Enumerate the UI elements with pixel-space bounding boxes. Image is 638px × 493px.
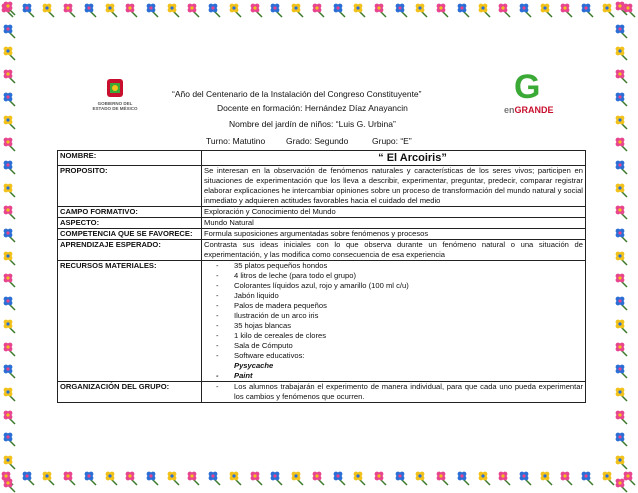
row-campo-formativo — [58, 207, 586, 218]
flower-icon — [414, 470, 430, 486]
list-item: - Los alumnos trabajarán el experimento de manera individual, para que cada uno pueda experimentar los cambios y fenómenos que ocurren. — [216, 382, 583, 402]
flower-icon — [41, 470, 57, 486]
organizacion-list — [204, 382, 583, 402]
decorative-border-right — [614, 0, 636, 493]
flower-icon — [497, 470, 513, 486]
flower-icon — [539, 470, 555, 486]
flower-icon — [456, 470, 472, 486]
flower-icon — [477, 2, 493, 18]
flower-icon — [456, 2, 472, 18]
flower-icon — [580, 2, 596, 18]
flower-icon — [614, 68, 630, 84]
list-item: - Jabón liquido — [216, 291, 583, 301]
flower-icon — [614, 363, 630, 379]
label-aspecto: ASPECTO: — [58, 218, 202, 229]
flower-icon — [614, 431, 630, 447]
flower-icon — [614, 409, 630, 425]
flower-icon — [518, 470, 534, 486]
list-item: - 35 platos pequeños hondos — [216, 261, 583, 271]
flower-icon — [207, 470, 223, 486]
flower-icon — [228, 2, 244, 18]
software-list — [204, 371, 583, 381]
flower-icon — [186, 2, 202, 18]
logo-left-text1: GOBIERNO DEL — [97, 101, 133, 106]
flower-icon — [2, 318, 18, 334]
flower-icon — [614, 204, 630, 220]
flower-icon — [435, 2, 451, 18]
value-recursos — [202, 261, 586, 382]
flower-icon — [2, 295, 18, 311]
header-grupo: Grupo: “E” — [372, 136, 412, 146]
flower-icon — [2, 204, 18, 220]
label-organizacion: ORGANIZACIÓN DEL GRUPO: — [58, 382, 202, 403]
list-item: - 4 litros de leche (para todo el grupo) — [216, 271, 583, 281]
flower-icon — [614, 318, 630, 334]
flower-icon — [414, 2, 430, 18]
flower-icon — [614, 386, 630, 402]
flower-icon — [124, 2, 140, 18]
flower-icon — [614, 114, 630, 130]
list-item: - Ilustración de un arco iris — [216, 311, 583, 321]
flower-icon — [166, 2, 182, 18]
flower-icon — [352, 470, 368, 486]
flower-icon — [352, 2, 368, 18]
flower-icon — [249, 2, 265, 18]
value-proposito: Se interesan en la observación de fenómenos naturales y características de los seres vivos; participen en situaciones de experimentación que los lleva a describir, experimentar, preguntar, predecir, comparar registrar elaborar explicaciones he intercambiar opiniones sobre un proceso de transformación del mundo natural y social inmediato y adquieren actitudes favorables hacia el cuidado del medio — [202, 166, 586, 207]
flower-icon — [2, 272, 18, 288]
flower-icon — [614, 272, 630, 288]
flower-icon — [2, 454, 18, 470]
flower-icon — [311, 2, 327, 18]
row-competencia — [58, 229, 586, 240]
label-campo-formativo: CAMPO FORMATIVO: — [58, 207, 202, 218]
flower-icon — [166, 470, 182, 486]
logo-grande-text: GRANDE — [514, 105, 554, 115]
flower-icon — [518, 2, 534, 18]
gobierno-estado-mexico-logo — [80, 76, 150, 116]
flower-icon — [290, 2, 306, 18]
flower-icon — [2, 0, 18, 16]
recursos-list — [204, 261, 583, 361]
flower-icon — [104, 2, 120, 18]
flower-icon — [394, 2, 410, 18]
flower-icon — [559, 2, 575, 18]
flower-icon — [580, 470, 596, 486]
lesson-plan-table — [57, 150, 586, 403]
flower-icon — [435, 470, 451, 486]
flower-icon — [2, 159, 18, 175]
flower-icon — [2, 250, 18, 266]
header-turno: Turno: Matutino — [206, 136, 266, 146]
list-item: - Palos de madera pequeños — [216, 301, 583, 311]
flower-icon — [614, 250, 630, 266]
flower-icon — [249, 470, 265, 486]
flower-icon — [2, 68, 18, 84]
flower-icon — [2, 182, 18, 198]
decorative-border-left — [2, 0, 24, 493]
flower-icon — [269, 470, 285, 486]
decorative-border-top — [0, 2, 638, 22]
flower-icon — [207, 2, 223, 18]
software-pysycache: Pysycache — [234, 361, 274, 370]
flower-icon — [104, 470, 120, 486]
flower-icon — [539, 2, 555, 18]
label-nombre: NOMBRE: — [58, 151, 202, 166]
flower-icon — [2, 23, 18, 39]
engrande-logo — [500, 68, 560, 119]
value-campo-formativo: Exploración y Conocimiento del Mundo — [202, 207, 586, 218]
logo-g-letter: G — [514, 68, 541, 106]
flower-icon — [83, 470, 99, 486]
header-year-motto: “Año del Centenario de la Instalación del Congreso Constituyente” — [172, 89, 422, 99]
flower-icon — [614, 136, 630, 152]
row-organizacion — [58, 382, 586, 403]
flower-icon — [186, 470, 202, 486]
flower-icon — [614, 227, 630, 243]
flower-icon — [269, 2, 285, 18]
flower-icon — [2, 45, 18, 61]
list-item: - Software educativos: — [216, 351, 583, 361]
flower-icon — [2, 431, 18, 447]
flower-icon — [559, 470, 575, 486]
flower-icon — [41, 2, 57, 18]
flower-icon — [2, 363, 18, 379]
flower-icon — [2, 227, 18, 243]
label-recursos: RECURSOS MATERIALES: — [58, 261, 202, 382]
flower-icon — [614, 159, 630, 175]
row-proposito — [58, 166, 586, 207]
flower-icon — [332, 470, 348, 486]
flower-icon — [2, 386, 18, 402]
flower-icon — [373, 470, 389, 486]
row-recursos — [58, 261, 586, 382]
flower-icon — [373, 2, 389, 18]
flower-icon — [2, 477, 18, 493]
flower-icon — [614, 182, 630, 198]
flower-icon — [2, 114, 18, 130]
flower-icon — [614, 91, 630, 107]
label-competencia: COMPETENCIA QUE SE FAVORECE: — [58, 229, 202, 240]
label-proposito: PROPOSITO: — [58, 166, 202, 207]
flower-icon — [62, 470, 78, 486]
flower-icon — [2, 409, 18, 425]
logo-en-text: en — [504, 105, 515, 115]
value-competencia: Formula suposiciones argumentadas sobre fenómenos y procesos — [202, 229, 586, 240]
row-aspecto — [58, 218, 586, 229]
header-jardin: Nombre del jardín de niños: “Luis G. Urbina” — [229, 119, 396, 129]
flower-icon — [83, 2, 99, 18]
flower-icon — [614, 454, 630, 470]
software-paint: - Paint — [216, 371, 583, 381]
header-grado: Grado: Segundo — [286, 136, 349, 146]
flower-icon — [614, 45, 630, 61]
flower-icon — [124, 470, 140, 486]
flower-icon — [614, 23, 630, 39]
row-nombre — [58, 151, 586, 166]
flower-icon — [228, 470, 244, 486]
flower-icon — [145, 470, 161, 486]
header-docente: Docente en formación: Hernández Díaz Anayancin — [217, 103, 408, 113]
flower-icon — [2, 91, 18, 107]
flower-icon — [311, 470, 327, 486]
value-nombre: “ El Arcoiris” — [202, 151, 586, 166]
label-aprendizaje: APRENDIZAJE ESPERADO: — [58, 240, 202, 261]
flower-icon — [614, 341, 630, 357]
flower-icon — [145, 2, 161, 18]
flower-icon — [614, 0, 630, 16]
list-item: - 35 hojas blancas — [216, 321, 583, 331]
value-organizacion — [202, 382, 586, 403]
value-aprendizaje: Contrasta sus ideas iniciales con lo que observa durante un fenómeno natural o una situación de experimentación, y las modifica como consecuencia de esa experiencia — [202, 240, 586, 261]
flower-icon — [614, 477, 630, 493]
logo-left-text2: ESTADO DE MÉXICO — [92, 106, 138, 111]
list-item: - Colorantes líquidos azul, rojo y amarillo (100 ml c/u) — [216, 281, 583, 291]
list-item: - Sala de Cómputo — [216, 341, 583, 351]
flower-icon — [332, 2, 348, 18]
flower-icon — [497, 2, 513, 18]
flower-icon — [477, 470, 493, 486]
flower-icon — [2, 136, 18, 152]
value-aspecto: Mundo Natural — [202, 218, 586, 229]
row-aprendizaje — [58, 240, 586, 261]
list-item: - 1 kilo de cereales de clores — [216, 331, 583, 341]
flower-icon — [614, 295, 630, 311]
decorative-border-bottom — [0, 470, 638, 490]
flower-icon — [394, 470, 410, 486]
flower-icon — [290, 470, 306, 486]
flower-icon — [62, 2, 78, 18]
flower-icon — [2, 341, 18, 357]
